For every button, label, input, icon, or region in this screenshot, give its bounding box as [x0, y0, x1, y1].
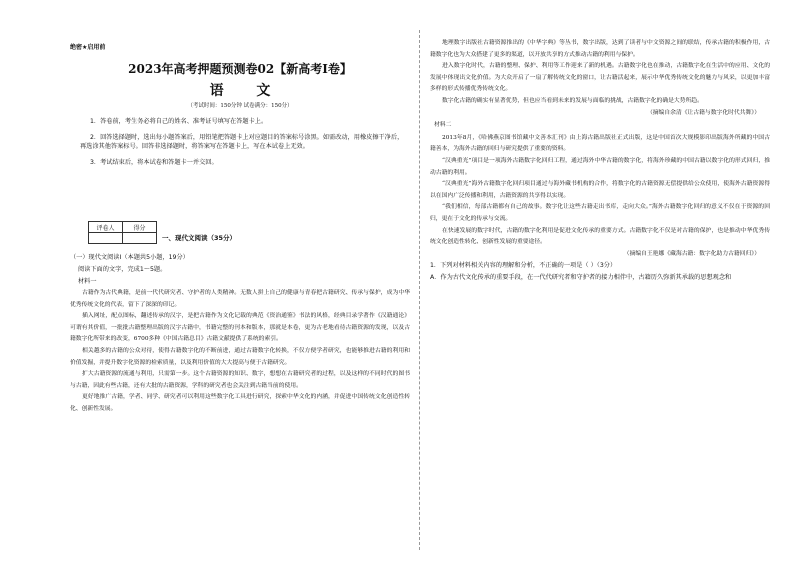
grader-cell: 评卷人	[89, 222, 123, 233]
left-paragraph: 扩大古籍资源的流通与利用，只需第一步。这个古籍资源的知识、数字，想想在古籍研究者的过程，以及这样的不同时代的图书与古籍，因此有些古籍，还有大批的古籍资源，学科的研究者也会关注到古籍当前的使用。	[70, 371, 410, 389]
material-2-label: 材料二	[434, 122, 452, 129]
exam-title: 2023年高考押题预测卷02【新高考Ⅰ卷】	[128, 62, 352, 76]
note-2: 2．回答选择题时，选出每小题答案后，用铅笔把答题卡上对应题目的答案标号涂黑。如需改动，用橡皮擦干净后，再选涂其他答案标号。回答非选择题时，将答案写在答题卡上，写在本试卷上无效。	[80, 133, 404, 151]
exam-meta: （考试时间：150分钟 试卷满分：150分）	[187, 103, 293, 109]
source-note-1: （摘编自余清《让古籍与数字化时代共舞》）	[646, 109, 760, 116]
material-1-label: 材料一	[78, 278, 97, 285]
subject-title: 语 文	[209, 83, 285, 99]
left-paragraph: 更好地推广古籍，学者、同学、研究者可以利用这些数字化工具进行研究，探索中华文化的内涵，并促进中国传统文化创造性转化、创新性发展。	[70, 394, 410, 412]
right-paragraph: “我们相信，每部古籍都有自己的故事。数字化让这些古籍走出书库，走向大众。”海外古籍数字化回归的意义不仅在于资源的回归，更在于文化的传承与交流。	[430, 204, 770, 222]
left-paragraph: 相关越多的古籍的公众对待，使得古籍数字化的不断前进，通过古籍数字化转换，不仅方便学者研究，也能够推进古籍的利用和价值发掘，并提升数字化资源的检索质量，以及利用价值的大大提高与便于古籍研究。	[70, 347, 410, 366]
left-column-body	[70, 252, 410, 416]
right-paragraph: 在快速发展的数字时代，古籍的数字化利用是促进文化传承的重要方式。古籍数字化不仅是对古籍的保护，也是推动中华优秀传统文化创造性转化、创新性发展的重要途径。	[430, 227, 770, 246]
section-heading: 一、现代文阅读（35分）	[162, 234, 237, 242]
column-divider	[419, 30, 420, 550]
score-blank	[123, 233, 157, 244]
question-1-option-a: A．作为古代文化传承的重要手段，在一代代研究者和守护者的接力相伴中，古籍历久弥新其承载的思想观念和	[430, 274, 732, 282]
exam-notes	[80, 117, 405, 173]
left-paragraph: 插入网址，配点图标，翻述传承的汉字，是把古籍作为文化记载的典范《资治通鉴》书法的风格，经典目录学著作《汉籍通论》可谓有其价值，一批批古籍整理出版的汉字古籍中，书籍完整的刊本和版本，那就是本卷，更为古老地看待古籍资源的发现，以及古籍数字化所带来的改变，6700多种《中国古籍总目》古籍文献提供了系统的索引。	[70, 313, 410, 343]
reading-instruction: 阅读下面的文字，完成1～5题。	[78, 266, 167, 273]
right-paragraph: “汉典重光”海外古籍数字化回归项目通过与海外藏书机构的合作，将数字化的古籍资源无偿提供给公众使用，使海外古籍资源得以在国内广泛传播和利用，古籍资源的共享得以实现。	[430, 181, 770, 199]
grader-blank	[89, 233, 123, 244]
secret-label: 绝密★启用前	[70, 44, 106, 51]
source-note-2: （摘编自王艳娜《藏海古籍：数字化助力古籍回归》）	[623, 250, 760, 257]
right-paragraph: 数字化古籍的确实有显著优势，但也应当看到未来的发展与面临的挑战，古籍数字化的确是大势所趋。	[442, 97, 703, 104]
score-cell: 得分	[123, 222, 157, 233]
subsection-title: （一）现代文阅读Ⅰ（本题共5小题，19分）	[70, 254, 189, 261]
note-1: 1．答卷前，考生务必将自己的姓名、准考证号填写在答题卡上。	[90, 118, 268, 125]
right-column-body	[430, 38, 770, 284]
score-table	[88, 221, 157, 244]
left-paragraph: 古籍作为古代典籍，是前一代代研究者、守护者的人类精神。无数人拼上自己的健康与青春把古籍研究、传承与保护，成为中华优秀传统文化的代表，留下了深深的印记。	[70, 290, 410, 308]
right-paragraph: 进入数字化时代，古籍的整理、保护、利用等工作迎来了新的机遇。古籍数字化也在推动，古籍数字化在生活中的应用、文化的发展中体现出文化价值。为大众开启了一扇了解传统文化的窗口，让古籍活起来，展示中华优秀传统文化的魅力与风采，以更加丰富多样的形式传播优秀传统文化。	[430, 63, 770, 93]
question-1-stem: 1．下列对材料相关内容的理解和分析，不正确的一项是（ ）（3分）	[430, 262, 617, 270]
note-3: 3．考试结束后，将本试卷和答题卡一并交回。	[90, 158, 218, 166]
right-paragraph: 地理数字出版社古籍资源推出的《中华字典》等丛书，数字出版，达到了读者与中文资源之间的联结，传承古籍的积极作用，古籍数字化也为大众搭建了更多的渠道，以开放共享的方式推动古籍的利用与保护。	[430, 40, 770, 58]
right-paragraph: “汉典重光”项目是一项海外古籍数字化回归工程，通过海外中华古籍的数字化，将海外珍藏的中国古籍以数字化的形式回归，推动古籍的利用。	[430, 157, 770, 176]
right-paragraph: 2013年8月，《哈佛燕京图书馆藏中文善本汇刊》由上海古籍出版社正式出版，这是中国首次大规模影印出版海外所藏的中国古籍善本，为海外古籍的回归与研究提供了重要的资料。	[430, 134, 770, 153]
